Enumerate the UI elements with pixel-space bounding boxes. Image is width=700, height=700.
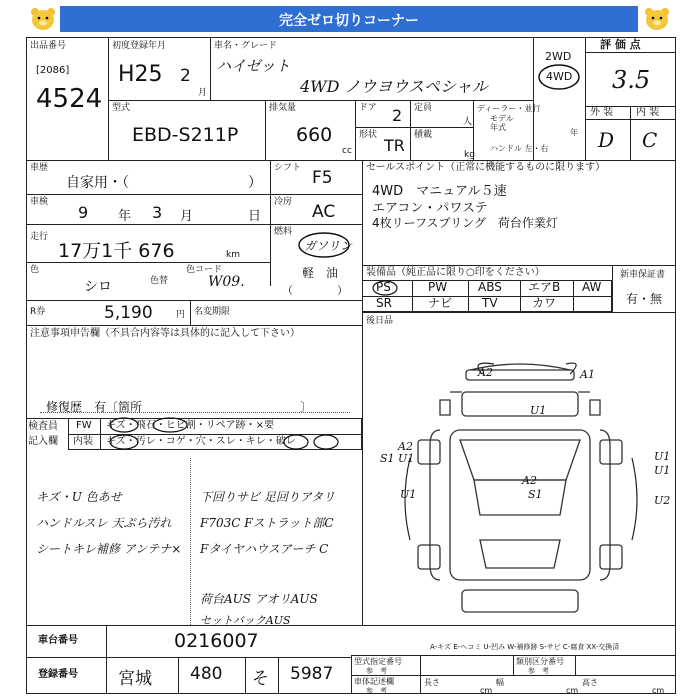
lot-number: 4524 [36, 84, 103, 114]
inspector-row2: キズ・汚レ・コゲ・穴・スレ・キレ・破レ [106, 436, 296, 447]
footer-type-no: 型式指定番号 [354, 657, 402, 666]
dealer-line2: モデル [490, 114, 514, 123]
bear-mascot-icon [28, 6, 58, 32]
equip-label: 装備品（純正品に限り○印をください） [366, 267, 545, 278]
equip-ps-circle-mark [370, 279, 400, 297]
lot-label: 出品番号 [30, 41, 67, 51]
repair-history: 修復歴 有〔箇所 [46, 400, 143, 414]
mark-u2-right: U2 [654, 494, 671, 507]
history-label: 車歴 [30, 163, 49, 173]
model-value: EBD-S211P [132, 124, 239, 146]
score-label: 評 価 点 [600, 38, 641, 51]
header-title: 完全ゼロ切りコーナー [279, 13, 419, 29]
doors-label: ドア [359, 103, 377, 113]
rear-seat-label: 後日品 [366, 316, 394, 326]
inspector-label-1: 検査員 [28, 421, 58, 432]
ext-grade: D [598, 128, 615, 152]
inspector-fw: FW [76, 420, 92, 431]
first-reg-unit: 月 [198, 88, 208, 98]
shape-value: TR [384, 136, 405, 155]
registration-class: 480 [190, 664, 223, 684]
car-label: 車名・グレード [214, 41, 278, 51]
registration-label: 登録番号 [38, 669, 78, 680]
ac-value: AC [312, 202, 336, 222]
mark-u1-left-low: U1 [400, 488, 417, 501]
equip-leather: カワ [532, 296, 557, 310]
ext-label: 外 装 [590, 107, 614, 118]
doors-value: 2 [392, 106, 403, 125]
footer-length: 長さ [424, 678, 440, 687]
load-unit: kg [464, 150, 475, 160]
inspector-row1: キズ・飛石・ヒビ割・リペア跡・×要 [106, 420, 274, 431]
chassis-label: 車台番号 [38, 635, 78, 646]
recycle-label: R券 [30, 307, 46, 317]
equip-abs: ABS [478, 280, 502, 294]
footer-height-unit: cm [652, 686, 665, 695]
footer-body: 車体記述欄 [354, 677, 394, 686]
dealer-line5: ハンドル 左・右 [490, 144, 549, 153]
inspector-int: 内装 [73, 436, 93, 447]
note-left-1: キズ・U 色あせ [36, 490, 122, 504]
load-label: 積載 [414, 130, 433, 140]
bear-mascot-icon [642, 6, 672, 32]
car-grade: 4WD ノウヨウスペシャル [300, 77, 488, 96]
footer-body-ref: 参 考 [366, 687, 387, 695]
sales-label: セールスポイント（正常に機能するものに限ります） [366, 162, 606, 173]
change-label: 名変期限 [194, 307, 231, 317]
repair-close: 〕 [300, 400, 313, 414]
inspection-label: 車検 [30, 197, 49, 207]
notes-label: 注意事項申告欄（不具合内容等は具体的に記入して下さい） [30, 328, 300, 339]
dealer-line1: ディーラー・並行 [477, 104, 541, 113]
equip-aw: AW [582, 280, 602, 294]
dealer-line3: 年式 [490, 123, 506, 132]
color-value: シロ [84, 279, 112, 295]
inspection-month: 3 [152, 203, 163, 222]
footer-class-no: 類別区分番号 [516, 657, 564, 666]
footer-width: 幅 [496, 678, 504, 687]
history-value: 自家用・（ [66, 175, 129, 191]
color-code: W09. [208, 274, 245, 290]
recycle-unit: 円 [176, 310, 186, 320]
displacement-value: 660 [296, 124, 333, 146]
drive-value: 4WD [546, 70, 573, 83]
color-no-label: 色替 [150, 276, 169, 286]
equip-pw: PW [428, 280, 448, 294]
int-grade: C [642, 128, 658, 152]
sales-line-3: 4枚リーフスプリング 荷台作業灯 [372, 216, 558, 230]
mark-u1-hood: U1 [530, 404, 547, 417]
footer-type-ref: 参 考 [366, 667, 387, 675]
mark-a1-top: A1 [580, 368, 595, 381]
footer-class-ref: 参 考 [528, 667, 549, 675]
inspection-m: 月 [180, 209, 194, 224]
history-close: ） [248, 175, 262, 191]
note-right-5: セットバックAUS [200, 614, 291, 627]
note-left-3: シートキレ補修 アンテナ× [36, 542, 182, 556]
color-label: 色 [30, 265, 40, 275]
lot-small: [2086] [36, 65, 70, 76]
capacity-label: 定員 [414, 103, 433, 113]
inspection-d: 日 [248, 209, 262, 224]
registration-kana: そ [252, 669, 269, 689]
drive-label: 2WD [545, 50, 572, 63]
displacement-unit: cc [342, 146, 352, 156]
dealer-line4: 年 [570, 128, 578, 137]
first-reg-era: H25 [118, 62, 163, 87]
mark-s1-center: S1 [528, 488, 543, 501]
note-right-2: F703C Fストラット部C [200, 516, 334, 530]
registration-pref: 宮城 [118, 669, 152, 689]
fuel-diesel: 軽 油 [302, 266, 339, 280]
vehicle-diagram [370, 340, 670, 625]
damage-legend: A-キズ E-ヘコミ U-凹み W-補修跡 S-サビ C-腐食 XX-交換済 [430, 643, 620, 651]
int-label: 内 装 [636, 107, 660, 118]
mark-s1u1-left: S1 U1 [380, 452, 415, 465]
fuel-label: 燃料 [274, 227, 293, 237]
warranty-value: 有・無 [626, 292, 663, 306]
displacement-label: 排気量 [269, 103, 297, 113]
mark-a2-left: A2 [398, 440, 413, 453]
equip-ps: PS [376, 280, 391, 294]
fuel-paren: （ ） [282, 284, 348, 297]
car-name: ハイゼット [216, 57, 291, 75]
mark-a2-top: A2 [478, 366, 493, 379]
equip-sr: SR [376, 296, 392, 310]
sales-line-2: エアコン・パワステ [372, 201, 488, 216]
score-value: 3.5 [612, 66, 651, 94]
note-right-4: 荷台AUS アオリAUS [200, 592, 318, 606]
shape-label: 形状 [359, 130, 378, 140]
inspector-label-2: 記入欄 [28, 436, 58, 447]
warranty-label: 新車保証書 [620, 270, 666, 280]
footer-height: 高さ [582, 678, 598, 687]
mark-a2-center: A2 [522, 474, 537, 487]
equip-airbag: エアB [528, 280, 561, 294]
mark-u1-right-a: U1 [654, 450, 671, 463]
first-reg-label: 初度登録年月 [112, 41, 167, 51]
note-right-3: Fタイヤハウスアーチ C [200, 542, 329, 556]
inspector-circle-marks [100, 416, 362, 452]
mark-u1-right-b: U1 [654, 464, 671, 477]
inspection-y: 年 [118, 209, 132, 224]
shift-label: シフト [274, 163, 302, 173]
mileage-label: 走行 [30, 232, 49, 242]
recycle-value: 5,190 [104, 303, 153, 323]
chassis-value: 0216007 [174, 630, 259, 652]
note-left-2: ハンドルスレ 天ぷら汚れ [36, 516, 172, 530]
first-reg-month: 2 [180, 66, 191, 86]
footer-length-unit: cm [480, 686, 493, 695]
footer-width-unit: cm [566, 686, 579, 695]
equip-navi: ナビ [428, 296, 453, 310]
registration-number: 5987 [290, 664, 334, 684]
equip-tv: TV [482, 296, 498, 310]
note-right-1: 下回りサビ 足回りアタリ [200, 490, 335, 504]
shift-value: F5 [312, 168, 333, 188]
inspection-year: 9 [78, 203, 89, 222]
color-code-label: 色コード [186, 265, 223, 275]
mileage-value: 17万1千 676 [58, 240, 175, 262]
capacity-unit: 人 [463, 117, 473, 127]
mileage-unit: km [226, 250, 240, 260]
model-label: 型式 [112, 103, 131, 113]
sales-line-1: 4WD マニュアル５速 [372, 184, 507, 199]
fuel-gas: ガソリン [304, 239, 353, 253]
ac-label: 冷房 [274, 197, 293, 207]
